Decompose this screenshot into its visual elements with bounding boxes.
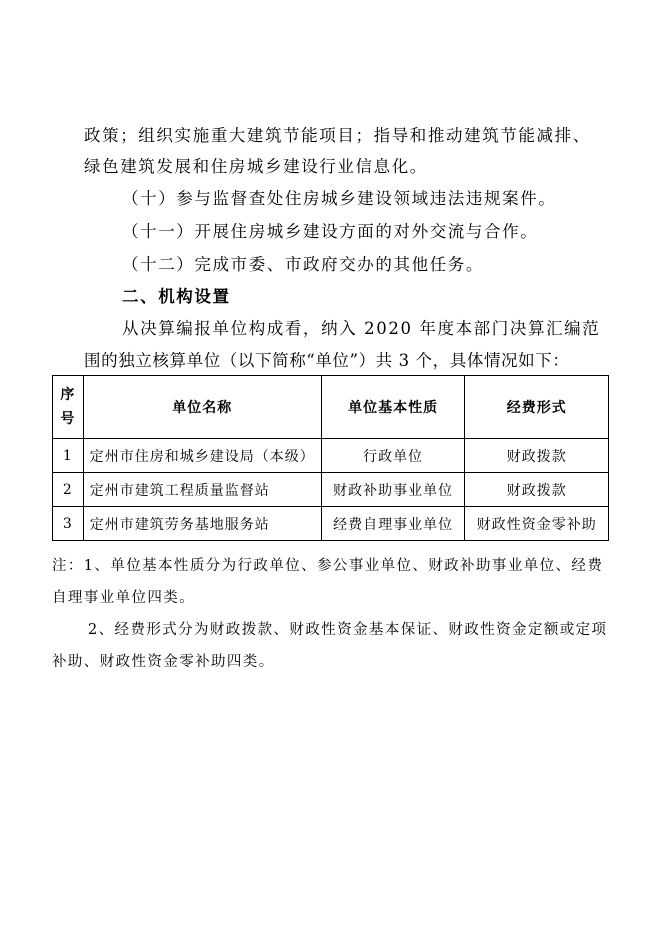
header-unit-nature: 单位基本性质 [321,376,465,439]
row-unit-name: 定州市住房和城乡建设局（本级） [83,439,321,473]
table-row [53,473,609,507]
note-text: 自理事业单位四类。 [52,590,196,606]
row-funding-form: 财政性资金零补助 [465,507,609,541]
note-text: 补助、财政性资金零补助四类。 [52,654,275,670]
row-funding-form: 财政拨款 [465,473,609,507]
table-header-row [53,376,609,439]
row-unit-nature: 经费自理事业单位 [321,507,465,541]
row-index: 3 [53,507,84,541]
body-text-line: （十一）开展住房城乡建设方面的对外交流与合作。 [122,222,539,241]
table-row [53,439,609,473]
body-text-line: （十）参与监督查处住房城乡建设领域违法违规案件。 [122,189,557,208]
units-table [52,375,609,541]
row-unit-name: 定州市建筑工程质量监督站 [83,473,321,507]
row-index: 1 [53,439,84,473]
row-unit-name: 定州市建筑劳务基地服务站 [83,507,321,541]
row-unit-nature: 财政补助事业单位 [321,473,465,507]
header-unit-name: 单位名称 [83,376,321,439]
body-text-line: 围的独立核算单位（以下简称“单位”）共 3 个，具体情况如下： [84,351,570,370]
section-heading: 二、机构设置 [122,287,231,306]
row-index: 2 [53,473,84,507]
body-text-line: 政策；组织实施重大建筑节能项目；指导和推动建筑节能减排、 [84,126,591,145]
row-funding-form: 财政拨款 [465,439,609,473]
note-text: 注：1、单位基本性质分为行政单位、参公事业单位、财政补助事业单位、经费 [52,558,604,574]
body-text-line: 绿色建筑发展和住房城乡建设行业信息化。 [84,157,428,176]
header-funding-form: 经费形式 [465,376,609,439]
body-text-line: 从决算编报单位构成看，纳入 2020 年度本部门决算汇编范 [122,319,601,338]
row-unit-nature: 行政单位 [321,439,465,473]
note-text: 2、经费形式分为财政拨款、财政性资金基本保证、财政性资金定额或定项 [88,622,608,638]
table-row [53,507,609,541]
body-text-line: （十二）完成市委、市政府交办的其他任务。 [122,255,484,274]
header-index: 序 号 [53,376,84,439]
